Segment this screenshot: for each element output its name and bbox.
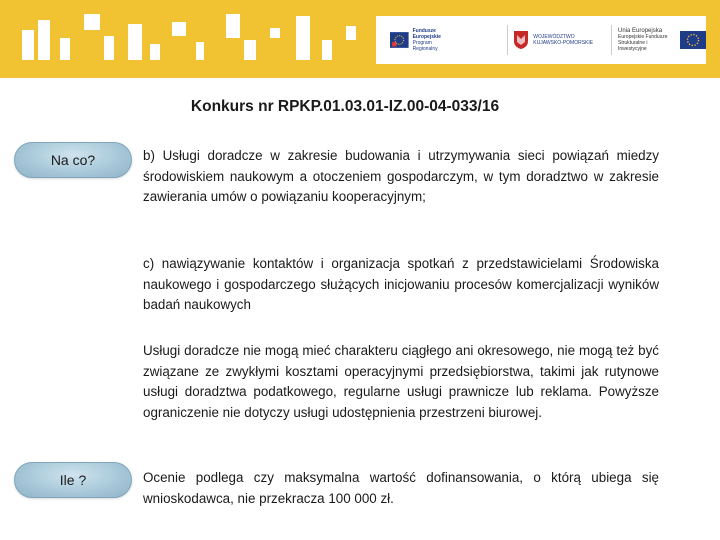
header-banner (0, 0, 720, 78)
decor-square (346, 26, 356, 40)
logo-strip (376, 16, 706, 64)
decor-square (104, 36, 114, 60)
decor-square (226, 14, 240, 38)
decor-square (38, 20, 50, 60)
decor-square (84, 14, 100, 30)
eu-flag-icon (680, 31, 706, 49)
paragraph-restrictions: Usługi doradcze nie mogą mieć charakteru ciągłego ani okresowego, nie mogą też być związane ze zwykłymi kosztami operacyjnymi przedsiębiorstwa, takimi jak rutynowe usługi doradztwa podatkowego, regularne usługi prawnicze lub reklama. Powyższe ograniczenie nie dotyczy usługi udostępnienia przestrzeni biurowej. (143, 343, 659, 420)
paragraph-amount: Ocenie podlega czy maksymalna wartość dofinansowania, o którą ubiega się wnioskodawca, nie przekracza 100 000 zł. (143, 470, 659, 506)
fe-logo (390, 16, 451, 64)
region-crest-icon (513, 30, 529, 50)
paragraph-c: c) nawiązywanie kontaktów i organizacja spotkań z przedstawicielami Środowiska naukowego i gospodarczego służących inicjowaniu procesów komercjalizacji wyników badań naukowych (143, 256, 659, 312)
logo-separator (507, 25, 508, 55)
ue-logo-name: Unia Europejska (618, 28, 663, 34)
ue-logo-sub: Europejskie Fundusze Strukturalne i Inwestycyjne (618, 34, 668, 52)
decor-square (150, 44, 160, 60)
decor-square (22, 30, 34, 60)
decor-square (128, 24, 142, 60)
fe-logo-name: Fundusze Europejskie (412, 28, 441, 40)
decor-square (270, 28, 280, 38)
decor-square (322, 40, 332, 60)
section-label-na-co: Na co? (14, 142, 132, 178)
fe-flag-icon (390, 29, 409, 51)
fe-logo-sub: Program Regionalny (412, 40, 438, 52)
paragraph-b: b) Usługi doradcze w zakresie budowania i utrzymywania sieci powiązań miedzy środowiskiem naukowym a otoczeniem gospodarczym, w tym doradztwo w zakresie zawierania umów o powiązaniu kooperacyjnym; (143, 148, 659, 204)
decor-square (196, 42, 204, 60)
ue-logo (618, 16, 706, 64)
logo-separator (611, 25, 612, 55)
decor-square (60, 38, 70, 60)
page-title: Konkurs nr RPKP.01.03.01-IZ.00-04-033/16 (190, 98, 500, 115)
decor-square (172, 22, 186, 36)
decor-square (244, 40, 256, 60)
region-logo (513, 16, 593, 64)
region-logo-name: WOJEWÓDZTWO KUJAWSKO-POMORSKIE (533, 34, 594, 46)
decor-square (296, 16, 310, 60)
section-label-ile: Ile ? (14, 462, 132, 498)
